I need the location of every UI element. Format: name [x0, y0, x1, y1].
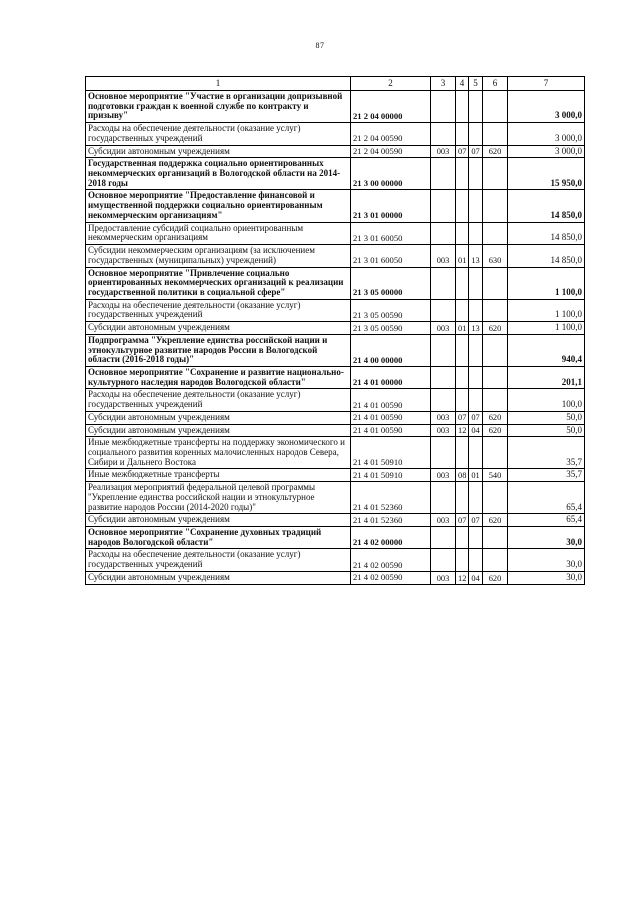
table-row [86, 299, 585, 321]
table-row [86, 322, 585, 335]
row-code-cell: 21 4 01 52360 [351, 514, 431, 527]
row-amount-cell: 100,0 [508, 389, 585, 411]
row-code-cell: 21 4 02 00590 [351, 571, 431, 584]
table-row [86, 145, 585, 158]
row-department-cell [431, 158, 456, 190]
row-name-cell: Основное мероприятие "Участие в организации допризывной подготовки граждан к военной службе по контракту и призыву" [86, 91, 351, 123]
row-expense-type-cell: 620 [483, 571, 508, 584]
row-name-cell: Расходы на обеспечение деятельности (оказание услуг) государственных учреждений [86, 389, 351, 411]
row-subsection-cell: 13 [469, 322, 483, 335]
row-expense-type-cell [483, 389, 508, 411]
row-expense-type-cell [483, 527, 508, 549]
row-section-cell: 07 [456, 514, 469, 527]
row-expense-type-cell [483, 123, 508, 145]
row-amount-cell: 50,0 [508, 424, 585, 437]
row-section-cell: 01 [456, 322, 469, 335]
row-expense-type-cell [483, 190, 508, 222]
row-department-cell: 003 [431, 469, 456, 482]
row-code-cell: 21 4 01 00590 [351, 389, 431, 411]
table-row [86, 91, 585, 123]
row-name-cell: Субсидии автономным учреждениям [86, 424, 351, 437]
row-subsection-cell [469, 366, 483, 388]
column-header: 2 [351, 77, 431, 91]
row-department-cell [431, 91, 456, 123]
row-name-cell: Реализация мероприятий федеральной целевой программы "Укрепление единства российской нации и этнокультурное развитие народов России (2014-2020 годы)" [86, 482, 351, 514]
table-row [86, 190, 585, 222]
row-name-cell: Иные межбюджетные трансферты [86, 469, 351, 482]
row-name-cell: Основное мероприятие "Предоставление финансовой и имущественной поддержки социально ориентированным некоммерческим организациям" [86, 190, 351, 222]
row-amount-cell: 1 100,0 [508, 322, 585, 335]
row-code-cell: 21 4 01 52360 [351, 482, 431, 514]
row-amount-cell: 14 850,0 [508, 190, 585, 222]
row-expense-type-cell: 630 [483, 245, 508, 267]
row-subsection-cell [469, 158, 483, 190]
row-amount-cell: 1 100,0 [508, 299, 585, 321]
table-row [86, 366, 585, 388]
row-section-cell [456, 549, 469, 571]
row-name-cell: Субсидии некоммерческим организациям (за исключением государственных (муниципальных) учреждений) [86, 245, 351, 267]
row-expense-type-cell [483, 222, 508, 244]
table-row [86, 411, 585, 424]
table-row [86, 123, 585, 145]
row-code-cell: 21 4 01 50910 [351, 469, 431, 482]
row-subsection-cell [469, 549, 483, 571]
row-subsection-cell [469, 190, 483, 222]
row-department-cell [431, 334, 456, 366]
column-header: 3 [431, 77, 456, 91]
row-department-cell [431, 123, 456, 145]
row-section-cell [456, 437, 469, 469]
row-name-cell: Субсидии автономным учреждениям [86, 411, 351, 424]
row-department-cell [431, 190, 456, 222]
row-subsection-cell: 07 [469, 411, 483, 424]
row-name-cell: Расходы на обеспечение деятельности (оказание услуг) государственных учреждений [86, 549, 351, 571]
row-section-cell: 01 [456, 245, 469, 267]
row-amount-cell: 30,0 [508, 571, 585, 584]
row-code-cell: 21 2 04 00000 [351, 91, 431, 123]
row-code-cell: 21 3 01 00000 [351, 190, 431, 222]
row-subsection-cell [469, 299, 483, 321]
row-amount-cell: 35,7 [508, 437, 585, 469]
row-amount-cell: 3 000,0 [508, 91, 585, 123]
row-amount-cell: 1 100,0 [508, 267, 585, 299]
row-department-cell [431, 366, 456, 388]
row-subsection-cell [469, 222, 483, 244]
row-amount-cell: 15 950,0 [508, 158, 585, 190]
row-name-cell: Субсидии автономным учреждениям [86, 145, 351, 158]
row-amount-cell: 201,1 [508, 366, 585, 388]
row-name-cell: Субсидии автономным учреждениям [86, 571, 351, 584]
row-section-cell [456, 482, 469, 514]
row-code-cell: 21 2 04 00590 [351, 145, 431, 158]
row-department-cell [431, 267, 456, 299]
row-amount-cell: 940,4 [508, 334, 585, 366]
row-department-cell: 003 [431, 322, 456, 335]
row-amount-cell: 14 850,0 [508, 222, 585, 244]
row-expense-type-cell: 620 [483, 145, 508, 158]
row-department-cell: 003 [431, 145, 456, 158]
row-section-cell [456, 389, 469, 411]
row-amount-cell: 3 000,0 [508, 145, 585, 158]
row-expense-type-cell [483, 334, 508, 366]
row-department-cell: 003 [431, 424, 456, 437]
row-amount-cell: 30,0 [508, 527, 585, 549]
row-amount-cell: 65,4 [508, 514, 585, 527]
row-amount-cell: 3 000,0 [508, 123, 585, 145]
column-header: 6 [483, 77, 508, 91]
row-expense-type-cell: 620 [483, 514, 508, 527]
row-department-cell: 003 [431, 411, 456, 424]
row-code-cell: 21 4 01 50910 [351, 437, 431, 469]
table-row [86, 549, 585, 571]
row-expense-type-cell [483, 299, 508, 321]
row-subsection-cell [469, 123, 483, 145]
row-expense-type-cell [483, 437, 508, 469]
row-name-cell: Субсидии автономным учреждениям [86, 514, 351, 527]
row-subsection-cell [469, 527, 483, 549]
row-subsection-cell: 13 [469, 245, 483, 267]
row-subsection-cell [469, 389, 483, 411]
row-expense-type-cell [483, 366, 508, 388]
row-department-cell [431, 437, 456, 469]
row-expense-type-cell [483, 158, 508, 190]
row-name-cell: Основное мероприятие "Привлечение социально ориентированных некоммерческих организаций к реализации государственной политики в социальной сфере" [86, 267, 351, 299]
column-header: 5 [469, 77, 483, 91]
row-section-cell: 08 [456, 469, 469, 482]
row-subsection-cell [469, 267, 483, 299]
row-subsection-cell: 04 [469, 571, 483, 584]
row-code-cell: 21 4 01 00590 [351, 411, 431, 424]
column-header: 4 [456, 77, 469, 91]
row-code-cell: 21 4 02 00000 [351, 527, 431, 549]
row-section-cell [456, 334, 469, 366]
table-row [86, 469, 585, 482]
row-section-cell: 07 [456, 145, 469, 158]
row-section-cell [456, 158, 469, 190]
row-department-cell [431, 389, 456, 411]
row-department-cell: 003 [431, 571, 456, 584]
table-row [86, 389, 585, 411]
row-department-cell: 003 [431, 514, 456, 527]
row-subsection-cell [469, 91, 483, 123]
row-section-cell: 07 [456, 411, 469, 424]
row-amount-cell: 30,0 [508, 549, 585, 571]
table-row [86, 158, 585, 190]
row-subsection-cell: 04 [469, 424, 483, 437]
row-section-cell [456, 123, 469, 145]
table-row [86, 267, 585, 299]
row-expense-type-cell: 540 [483, 469, 508, 482]
row-code-cell: 21 4 01 00000 [351, 366, 431, 388]
row-amount-cell: 65,4 [508, 482, 585, 514]
row-section-cell [456, 190, 469, 222]
row-section-cell [456, 299, 469, 321]
table-row [86, 514, 585, 527]
column-header: 1 [86, 77, 351, 91]
row-name-cell: Субсидии автономным учреждениям [86, 322, 351, 335]
row-name-cell: Расходы на обеспечение деятельности (оказание услуг) государственных учреждений [86, 123, 351, 145]
page-number: 87 [315, 41, 325, 50]
row-expense-type-cell [483, 91, 508, 123]
row-expense-type-cell [483, 267, 508, 299]
table-row [86, 424, 585, 437]
row-amount-cell: 35,7 [508, 469, 585, 482]
row-department-cell [431, 299, 456, 321]
row-subsection-cell [469, 437, 483, 469]
row-section-cell [456, 91, 469, 123]
table-row [86, 245, 585, 267]
row-name-cell: Подпрограмма "Укрепление единства российской нации и этнокультурное развитие народов России в Вологодской области (2016-2018 годы)" [86, 334, 351, 366]
row-subsection-cell: 01 [469, 469, 483, 482]
row-code-cell: 21 3 01 60050 [351, 245, 431, 267]
row-code-cell: 21 3 00 00000 [351, 158, 431, 190]
row-department-cell [431, 222, 456, 244]
row-subsection-cell [469, 482, 483, 514]
row-subsection-cell: 07 [469, 514, 483, 527]
row-section-cell [456, 267, 469, 299]
row-expense-type-cell [483, 549, 508, 571]
row-expense-type-cell [483, 482, 508, 514]
table-row [86, 527, 585, 549]
table-row [86, 222, 585, 244]
row-amount-cell: 50,0 [508, 411, 585, 424]
row-code-cell: 21 4 01 00590 [351, 424, 431, 437]
table-header-row [86, 77, 585, 91]
table-row [86, 482, 585, 514]
row-subsection-cell [469, 334, 483, 366]
row-name-cell: Расходы на обеспечение деятельности (оказание услуг) государственных учреждений [86, 299, 351, 321]
table-row [86, 437, 585, 469]
row-name-cell: Государственная поддержка социально ориентированных некоммерческих организаций в Вологодской области на 2014-2018 годы [86, 158, 351, 190]
table-row [86, 571, 585, 584]
row-amount-cell: 14 850,0 [508, 245, 585, 267]
row-section-cell: 12 [456, 571, 469, 584]
column-header: 7 [508, 77, 585, 91]
row-code-cell: 21 3 01 60050 [351, 222, 431, 244]
row-section-cell: 12 [456, 424, 469, 437]
row-code-cell: 21 4 02 00590 [351, 549, 431, 571]
row-code-cell: 21 3 05 00590 [351, 322, 431, 335]
row-department-cell [431, 527, 456, 549]
row-section-cell [456, 527, 469, 549]
row-code-cell: 21 2 04 00590 [351, 123, 431, 145]
row-code-cell: 21 3 05 00000 [351, 267, 431, 299]
table-row [86, 334, 585, 366]
row-code-cell: 21 4 00 00000 [351, 334, 431, 366]
row-expense-type-cell: 620 [483, 424, 508, 437]
row-department-cell [431, 549, 456, 571]
row-expense-type-cell: 620 [483, 322, 508, 335]
row-name-cell: Иные межбюджетные трансферты на поддержку экономического и социального развития коренных малочисленных народов Севера, Сибири и Дальнего Востока [86, 437, 351, 469]
row-subsection-cell: 07 [469, 145, 483, 158]
row-code-cell: 21 3 05 00590 [351, 299, 431, 321]
row-department-cell: 003 [431, 245, 456, 267]
row-department-cell [431, 482, 456, 514]
budget-table [85, 76, 585, 585]
row-name-cell: Предоставление субсидий социально ориентированным некоммерческим организациям [86, 222, 351, 244]
row-name-cell: Основное мероприятие "Сохранение и развитие национально-культурного наследия народов Вологодской области" [86, 366, 351, 388]
row-name-cell: Основное мероприятие "Сохранение духовных традиций народов Вологодской области" [86, 527, 351, 549]
row-expense-type-cell: 620 [483, 411, 508, 424]
row-section-cell [456, 366, 469, 388]
row-section-cell [456, 222, 469, 244]
